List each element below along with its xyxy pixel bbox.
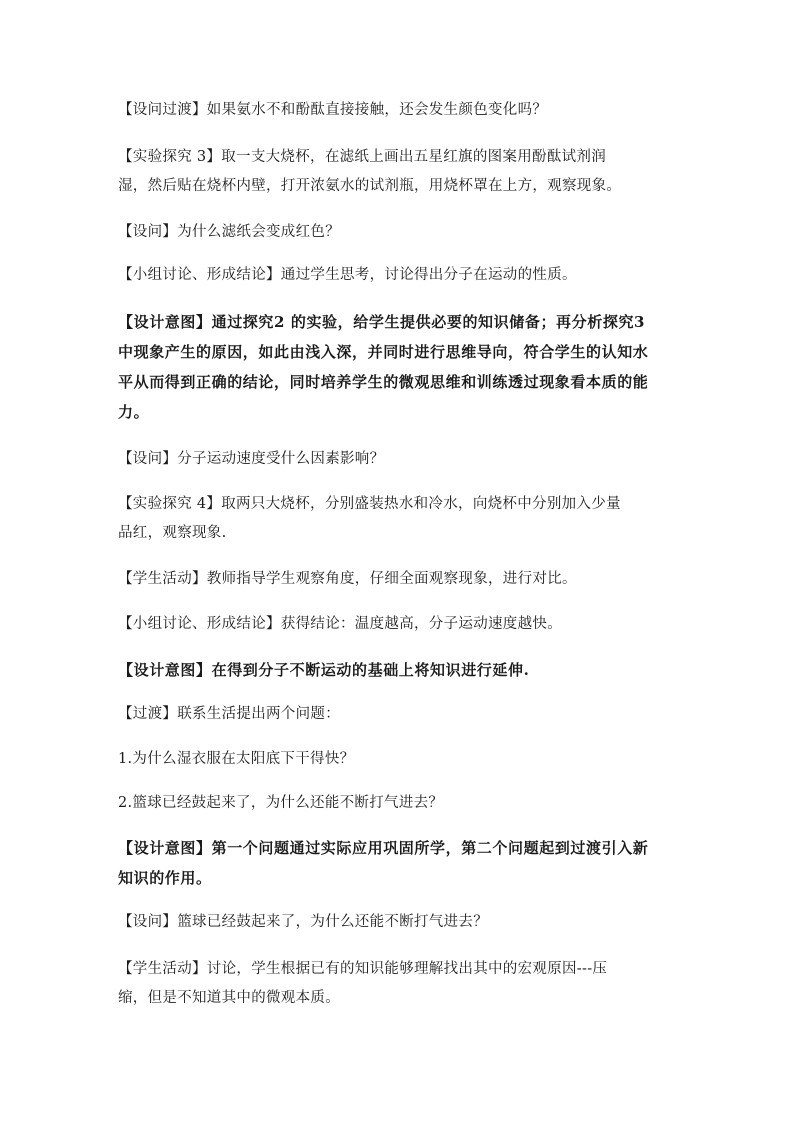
text-line: 【小组讨论、形成结论】获得结论：温度越高，分子运动速度越快。 bbox=[118, 616, 562, 632]
paragraph-transition-two-questions bbox=[118, 700, 678, 729]
paragraph-transition-question bbox=[118, 96, 678, 125]
text-line: 力。 bbox=[118, 403, 150, 421]
text-line: 【学生活动】教师指导学生观察角度，仔细全面观察现象，进行对比。 bbox=[118, 571, 577, 587]
text-line: 1.为什么湿衣服在太阳底下干得快？ bbox=[118, 751, 355, 767]
text-line: 【学生活动】讨论，学生根据已有的知识能够理解找出其中的宏观原因---压 bbox=[118, 961, 608, 977]
text-line: 【设计意图】在得到分子不断运动的基础上将知识进行延伸. bbox=[118, 661, 530, 679]
text-line: 【设计意图】第一个问题通过实际应用巩固所学，第二个问题起到过渡引入新 bbox=[118, 839, 649, 857]
text-line: 2.篮球已经鼓起来了，为什么还能不断打气进去？ bbox=[118, 795, 444, 811]
paragraph-question-speed bbox=[118, 445, 678, 474]
text-line: 【设问】篮球已经鼓起来了，为什么还能不断打气进去？ bbox=[118, 914, 488, 930]
paragraph-group-discussion-2 bbox=[118, 610, 678, 639]
text-line: 【实验探究 4】取两只大烧杯，分别盛装热水和冷水，向烧杯中分别加入少量 bbox=[118, 496, 621, 512]
paragraph-question-basketball bbox=[118, 908, 678, 937]
paragraph-question-red bbox=[118, 218, 678, 247]
text-line: 湿，然后贴在烧杯内壁，打开浓氨水的试剂瓶，用烧杯罩在上方，观察现象。 bbox=[118, 178, 622, 194]
text-line: 品红，观察现象. bbox=[118, 525, 227, 541]
paragraph-group-discussion-1 bbox=[118, 261, 678, 290]
paragraph-experiment-3 bbox=[118, 143, 678, 201]
text-line: 【设问】为什么滤纸会变成红色？ bbox=[118, 224, 340, 240]
text-line: 【过渡】联系生活提出两个问题： bbox=[118, 706, 340, 722]
paragraph-design-intent-3 bbox=[118, 833, 678, 893]
text-line: 缩，但是不知道其中的微观本质。 bbox=[118, 990, 340, 1006]
paragraph-question-2 bbox=[118, 789, 678, 818]
paragraph-experiment-4 bbox=[118, 490, 678, 548]
text-line: 【设问】分子运动速度受什么因素影响？ bbox=[118, 451, 385, 467]
text-line: 平从而得到正确的结论，同时培养学生的微观思维和训练透过现象看本质的能 bbox=[118, 373, 649, 391]
text-line: 中现象产生的原因，如此由浅入深，并同时进行思维导向，符合学生的认知水 bbox=[118, 343, 649, 361]
text-line: 【设问过渡】如果氨水不和酚酞直接接触，还会发生颜色变化吗？ bbox=[118, 102, 548, 118]
paragraph-question-1 bbox=[118, 745, 678, 774]
text-line: 【设计意图】通过探究2 的实验，给学生提供必要的知识储备；再分析探究3 bbox=[118, 313, 646, 331]
paragraph-design-intent-2 bbox=[118, 655, 678, 685]
paragraph-student-activity-1 bbox=[118, 565, 678, 594]
paragraph-student-activity-2 bbox=[118, 955, 678, 1013]
text-line: 知识的作用。 bbox=[118, 869, 212, 887]
text-line: 【实验探究 3】取一支大烧杯，在滤纸上画出五星红旗的图案用酚酞试剂润 bbox=[118, 149, 607, 165]
text-line: 【小组讨论、形成结论】通过学生思考，讨论得出分子在运动的性质。 bbox=[118, 267, 577, 283]
paragraph-design-intent-1 bbox=[118, 307, 678, 427]
